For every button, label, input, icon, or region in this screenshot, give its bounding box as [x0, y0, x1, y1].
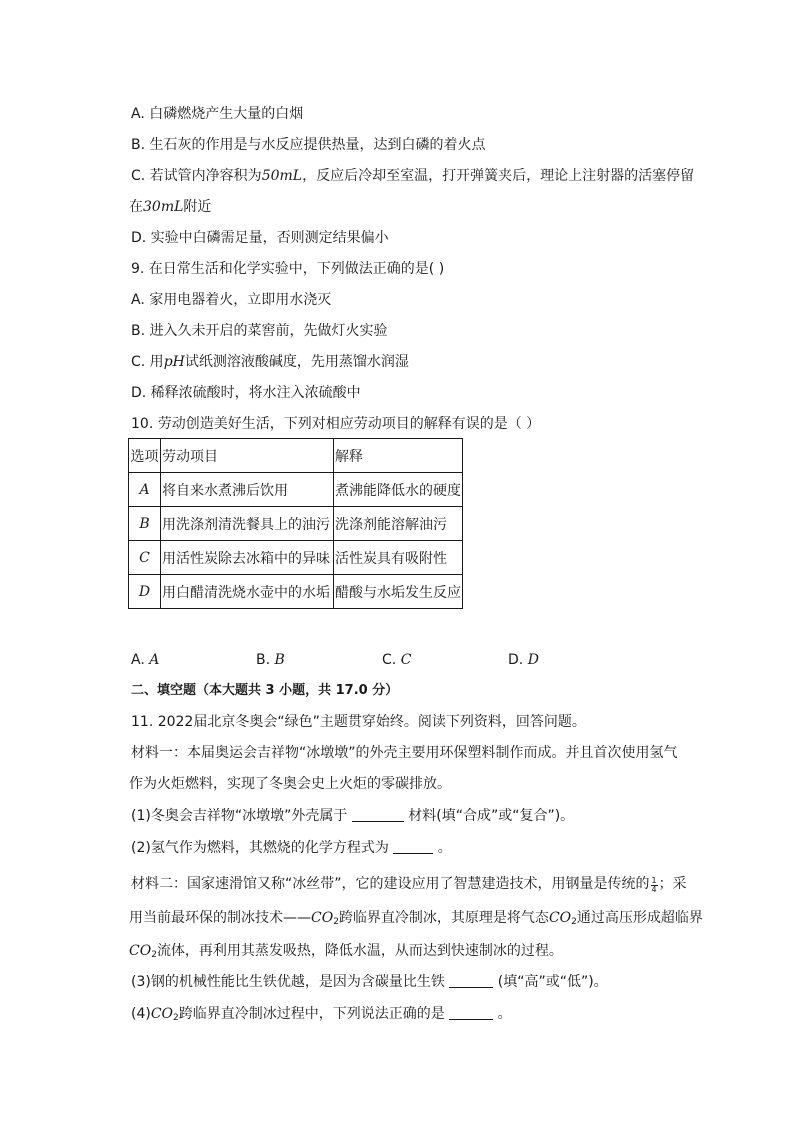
row-item: 用活性炭除去冰箱中的异味 [161, 541, 334, 575]
row-item: 将自来水煮沸后饮用 [161, 473, 334, 507]
table-row [129, 473, 463, 507]
q9-option-c: C. 用pH试纸测溶液酸碱度，先用蒸馏水润湿 [131, 354, 409, 370]
material-2-line-2: 用当前最环保的制冰技术$——CO_2$跨临界直冷制冰，其原理是将气态$CO_2$通过高压形成超临界 [129, 910, 703, 927]
volume-value: 30mL [143, 199, 184, 215]
row-option: A [129, 473, 161, 507]
row-explanation: 煮沸能降低水的硬度 [334, 473, 463, 507]
answer-blank[interactable] [449, 973, 493, 988]
co2-formula: $CO_2$ [150, 1006, 179, 1023]
table-row [129, 541, 463, 575]
q8-option-c-continued: 在30mL附近 [129, 199, 212, 215]
q11-part-3: (3)钢的机械性能比生铁优越，是因为含碳量比生铁 (填“高”或“低”)。 [131, 974, 608, 990]
q11-part-2: (2)氢气作为燃料，其燃烧的化学方程式为 。 [131, 840, 452, 856]
header-option: 选项 [129, 439, 161, 473]
q10-choice-d: D. D [508, 652, 539, 668]
row-explanation: 醋酸与水垢发生反应 [334, 575, 463, 609]
row-explanation: 洗涤剂能溶解油污 [334, 507, 463, 541]
q11-part-4: $(4)CO_2$跨临界直冷制冰过程中，下列说法正确的是 。 [131, 1006, 512, 1023]
q9-option-b: B. 进入久未开启的菜窖前，先做灯火实验 [131, 323, 388, 339]
q8-option-c: C. 若试管内净容积为50mL，反应后冷却至室温，打开弹簧夹后，理论上注射器的活塞停留 [131, 168, 695, 184]
q9-option-d: D. 稀释浓硫酸时，将水注入浓硫酸中 [131, 385, 361, 401]
row-option: D [129, 575, 161, 609]
table-row [129, 575, 463, 609]
ph-symbol: pH [163, 354, 185, 370]
fraction-one-quarter: $\frac{1}{4}$ [651, 876, 657, 894]
q8-option-d: D. 实验中白磷需足量，否则测定结果偏小 [131, 230, 389, 246]
q10-stem: 10. 劳动创造美好生活，下列对相应劳动项目的解释有误的是（ ） [131, 416, 541, 432]
q9-option-a: A. 家用电器着火，立即用水浇灭 [131, 292, 332, 308]
q9-stem: 9. 在日常生活和化学实验中，下列做法正确的是( ) [131, 261, 445, 277]
row-option: C [129, 541, 161, 575]
material-2-line-3: $CO_2$流体，再利用其蒸发吸热，降低水温，从而达到快速制冰的过程。 [129, 943, 563, 960]
q11-stem: 11. 2022届北京冬奥会“绿色”主题贯穿始终。阅读下列资料，回答问题。 [131, 714, 586, 730]
q11-part-1: (1)冬奥会吉祥物“冰墩墩”外壳属于 材料(填“合成”或“复合”)。 [131, 808, 575, 824]
table-header-row [129, 439, 463, 473]
row-explanation: 活性炭具有吸附性 [334, 541, 463, 575]
q8-option-a: A. 白磷燃烧产生大量的白烟 [131, 106, 304, 122]
row-option: B [129, 507, 161, 541]
co2-formula: $CO_2$ [129, 943, 157, 960]
co2-formula: $CO_2$ [311, 910, 339, 927]
q10-choice-c: C. C [382, 652, 412, 668]
answer-blank[interactable] [352, 807, 404, 822]
answer-blank[interactable] [393, 839, 433, 854]
row-item: 用白醋清洗烧水壶中的水垢 [161, 575, 334, 609]
table-row [129, 507, 463, 541]
section-title: 二、填空题（本大题共 3 小题，共 17.0 分） [131, 683, 399, 698]
q10-table [128, 438, 463, 609]
volume-value: 50mL [261, 168, 303, 184]
co2-formula: $CO_2$ [548, 910, 577, 927]
row-item: 用洗涤剂清洗餐具上的油污 [161, 507, 334, 541]
q10-choice-b: B. B [256, 652, 285, 668]
material-1-line-2: 作为火炬燃料，实现了冬奥会史上火炬的零碳排放。 [129, 776, 451, 792]
q8-option-b: B. 生石灰的作用是与水反应提供热量，达到白磷的着火点 [131, 137, 486, 153]
answer-blank[interactable] [449, 1005, 493, 1020]
header-labor-item: 劳动项目 [161, 439, 334, 473]
material-2-line-1: 材料二：国家速滑馆又称“冰丝带”，它的建设应用了智慧建造技术，用钢量是传统的 $\frac{1}{4}$ ；采 [131, 876, 687, 894]
q10-choice-a: A. A [131, 652, 160, 668]
material-1-line-1: 材料一：本届奥运会吉祥物“冰墩墩”的外壳主要用环保塑料制作而成。并且首次使用氢气 [131, 745, 678, 761]
header-explanation: 解释 [334, 439, 463, 473]
